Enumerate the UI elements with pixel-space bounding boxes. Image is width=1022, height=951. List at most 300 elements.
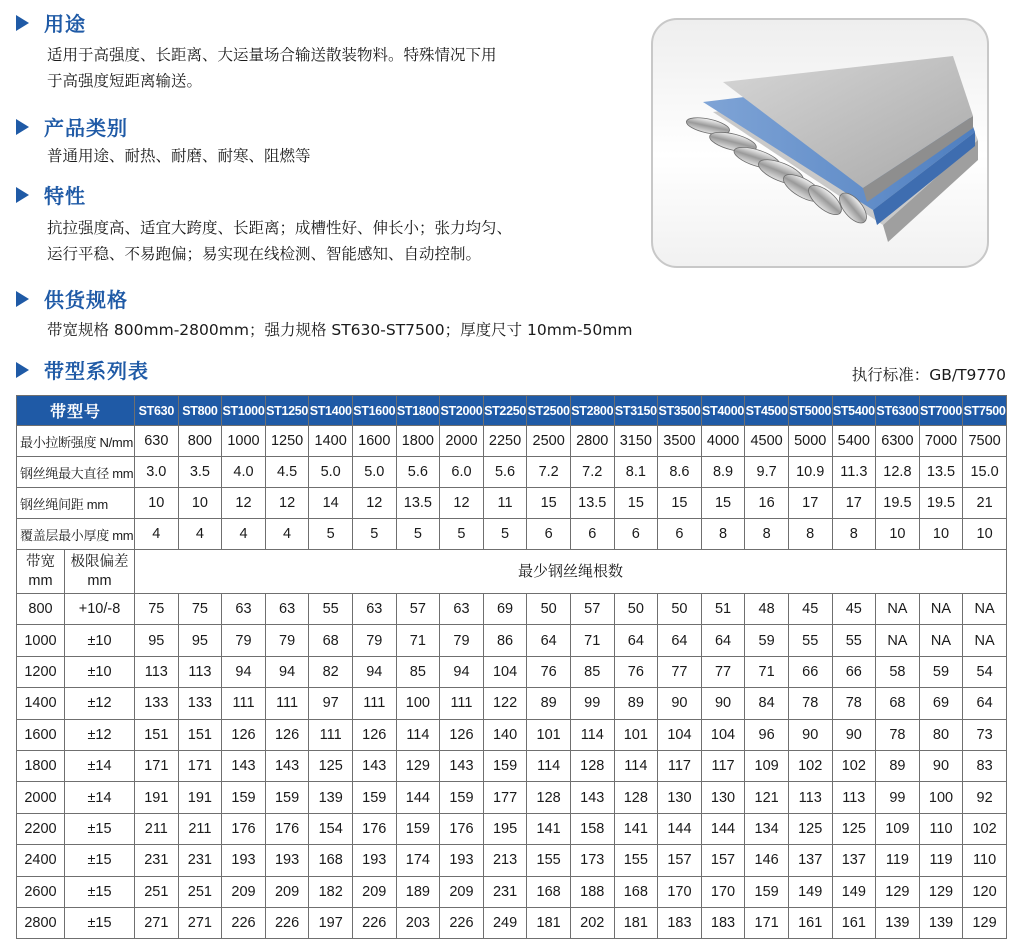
table-cell: 154 xyxy=(309,813,353,844)
section-heading-features xyxy=(16,180,86,209)
table-cell: 55 xyxy=(788,625,832,656)
table-cell: 111 xyxy=(265,688,309,719)
table-cell: 114 xyxy=(570,719,614,750)
table-cell: 170 xyxy=(701,876,745,907)
width-cell: 2600 xyxy=(17,876,65,907)
table-cell: 4 xyxy=(135,519,179,550)
table-cell: 8 xyxy=(832,519,876,550)
table-cell: 79 xyxy=(352,625,396,656)
table-cell: 77 xyxy=(658,656,702,687)
table-cell: 15.0 xyxy=(963,457,1007,488)
table-cell: 251 xyxy=(135,876,179,907)
header-label: 带型号 xyxy=(17,396,135,426)
table-cell: 2500 xyxy=(527,426,571,457)
table-cell: 161 xyxy=(788,907,832,938)
table-cell: 57 xyxy=(396,594,440,625)
table-cell: 2000 xyxy=(440,426,484,457)
width-cell: 2800 xyxy=(17,907,65,938)
width-cell: 1000 xyxy=(17,625,65,656)
table-cell: 5000 xyxy=(788,426,832,457)
table-cell: 125 xyxy=(788,813,832,844)
standard-label: 执行标准：GB/T9770 xyxy=(851,366,1006,384)
column-header-type: ST1400 xyxy=(309,396,353,426)
arrow-icon xyxy=(16,119,29,135)
table-cell: 171 xyxy=(745,907,789,938)
table-cell: 226 xyxy=(440,907,484,938)
row-label: 最小拉断强度 N/mm xyxy=(17,426,135,457)
section-body-category xyxy=(47,143,311,169)
table-cell: 4 xyxy=(222,519,266,550)
column-header-type: ST7500 xyxy=(963,396,1007,426)
table-cell: 90 xyxy=(919,750,963,781)
section-heading-usage xyxy=(16,8,86,37)
tolerance-cell: ±12 xyxy=(65,688,135,719)
table-cell: NA xyxy=(963,625,1007,656)
table-cell: 2250 xyxy=(483,426,527,457)
header-text: mm xyxy=(87,572,112,589)
table-cell: 125 xyxy=(309,750,353,781)
table-cell: 133 xyxy=(178,688,222,719)
table-cell: 8.1 xyxy=(614,457,658,488)
table-cell: 117 xyxy=(658,750,702,781)
table-cell: 159 xyxy=(265,782,309,813)
table-cell: 15 xyxy=(658,488,702,519)
table-cell: 94 xyxy=(222,656,266,687)
table-cell: 84 xyxy=(745,688,789,719)
table-cell: 5.6 xyxy=(483,457,527,488)
table-cell: 94 xyxy=(265,656,309,687)
table-cell: 5.0 xyxy=(352,457,396,488)
table-cell: 77 xyxy=(701,656,745,687)
table-cell: 63 xyxy=(352,594,396,625)
table-cell: 7500 xyxy=(963,426,1007,457)
table-cell: 89 xyxy=(876,750,920,781)
table-cell: 183 xyxy=(658,907,702,938)
table-cell: 6 xyxy=(527,519,571,550)
table-cell: 159 xyxy=(222,782,266,813)
table-cell: 193 xyxy=(352,845,396,876)
table-cell: 1400 xyxy=(309,426,353,457)
table-cell: 85 xyxy=(570,656,614,687)
text-line: 普通用途、耐热、耐磨、耐寒、阻燃等 xyxy=(47,147,311,165)
table-row xyxy=(17,845,1007,876)
table-cell: 800 xyxy=(178,426,222,457)
table-cell: 129 xyxy=(396,750,440,781)
table-cell: 5 xyxy=(440,519,484,550)
table-cell: 5.0 xyxy=(309,457,353,488)
table-cell: 4500 xyxy=(745,426,789,457)
table-cell: 119 xyxy=(919,845,963,876)
table-cell: 125 xyxy=(832,813,876,844)
table-cell: 5.6 xyxy=(396,457,440,488)
table-cell: 104 xyxy=(483,656,527,687)
table-cell: 130 xyxy=(658,782,702,813)
table-cell: 79 xyxy=(265,625,309,656)
table-cell: 8.6 xyxy=(658,457,702,488)
table-cell: 50 xyxy=(527,594,571,625)
table-cell: 231 xyxy=(135,845,179,876)
table-cell: 151 xyxy=(135,719,179,750)
table-row xyxy=(17,688,1007,719)
table-cell: 130 xyxy=(701,782,745,813)
table-cell: 113 xyxy=(788,782,832,813)
width-cell: 800 xyxy=(17,594,65,625)
table-cell: 3500 xyxy=(658,426,702,457)
table-cell: 9.7 xyxy=(745,457,789,488)
table-cell: 79 xyxy=(222,625,266,656)
table-cell: 92 xyxy=(963,782,1007,813)
text-line: 运行平稳、不易跑偏；易实现在线检测、智能感知、自动控制。 xyxy=(47,245,482,263)
table-cell: 113 xyxy=(832,782,876,813)
table-cell: 144 xyxy=(396,782,440,813)
section-body-features xyxy=(47,215,512,267)
table-cell: 55 xyxy=(309,594,353,625)
table-cell: 110 xyxy=(963,845,1007,876)
width-cell: 2000 xyxy=(17,782,65,813)
header-text: mm xyxy=(28,572,53,589)
table-cell: 64 xyxy=(527,625,571,656)
column-header-type: ST2000 xyxy=(440,396,484,426)
table-cell: 176 xyxy=(265,813,309,844)
tolerance-cell: ±10 xyxy=(65,656,135,687)
table-cell: 251 xyxy=(178,876,222,907)
table-cell: 78 xyxy=(788,688,832,719)
table-cell: 149 xyxy=(788,876,832,907)
table-cell: 99 xyxy=(570,688,614,719)
table-cell: 85 xyxy=(396,656,440,687)
table-cell: 6 xyxy=(570,519,614,550)
table-cell: 5 xyxy=(396,519,440,550)
table-cell: 90 xyxy=(788,719,832,750)
table-cell: 157 xyxy=(701,845,745,876)
table-cell: 202 xyxy=(570,907,614,938)
table-cell: 71 xyxy=(570,625,614,656)
table-cell: 73 xyxy=(963,719,1007,750)
table-cell: 183 xyxy=(701,907,745,938)
column-header-type: ST4500 xyxy=(745,396,789,426)
table-cell: 12.8 xyxy=(876,457,920,488)
table-cell: 6 xyxy=(614,519,658,550)
table-cell: 12 xyxy=(440,488,484,519)
arrow-icon xyxy=(16,362,29,378)
row-label: 覆盖层最小厚度 mm xyxy=(17,519,135,550)
table-cell: 126 xyxy=(440,719,484,750)
column-header-type: ST1600 xyxy=(352,396,396,426)
table-cell: 189 xyxy=(396,876,440,907)
min-cord-count-header: 最少钢丝绳根数 xyxy=(135,550,1007,594)
table-cell: 102 xyxy=(788,750,832,781)
table-cell: 66 xyxy=(788,656,832,687)
table-cell: 149 xyxy=(832,876,876,907)
table-cell: 4 xyxy=(178,519,222,550)
table-cell: 58 xyxy=(876,656,920,687)
table-row xyxy=(17,656,1007,687)
table-cell: 104 xyxy=(658,719,702,750)
table-cell: 10.9 xyxy=(788,457,832,488)
section-heading-category xyxy=(16,112,128,141)
table-cell: 71 xyxy=(745,656,789,687)
table-cell: 90 xyxy=(658,688,702,719)
table-cell: 181 xyxy=(527,907,571,938)
header-text: 极限偏差 xyxy=(70,553,129,570)
belt-series-table xyxy=(16,395,1007,939)
width-cell: 2400 xyxy=(17,845,65,876)
table-cell: 139 xyxy=(876,907,920,938)
table-cell: 90 xyxy=(832,719,876,750)
conveyor-belt-illustration xyxy=(651,18,989,268)
table-cell: 4 xyxy=(265,519,309,550)
table-cell: 249 xyxy=(483,907,527,938)
table-cell: 76 xyxy=(527,656,571,687)
table-cell: 10 xyxy=(963,519,1007,550)
table-cell: 7000 xyxy=(919,426,963,457)
table-cell: 69 xyxy=(919,688,963,719)
table-cell: 143 xyxy=(440,750,484,781)
table-cell: 14 xyxy=(309,488,353,519)
table-cell: 182 xyxy=(309,876,353,907)
table-cell: 159 xyxy=(483,750,527,781)
column-header-type: ST800 xyxy=(178,396,222,426)
table-cell: 55 xyxy=(832,625,876,656)
table-cell: 59 xyxy=(745,625,789,656)
width-header xyxy=(17,550,65,594)
table-cell: 75 xyxy=(178,594,222,625)
table-cell: 111 xyxy=(352,688,396,719)
table-cell: 102 xyxy=(963,813,1007,844)
table-cell: 114 xyxy=(396,719,440,750)
table-cell: 54 xyxy=(963,656,1007,687)
table-cell: 151 xyxy=(178,719,222,750)
table-cell: 146 xyxy=(745,845,789,876)
text-line: 带宽规格 800mm-2800mm；强力规格 ST630-ST7500；厚度尺寸 10mm-50mm xyxy=(47,321,633,339)
table-cell: 209 xyxy=(440,876,484,907)
table-cell: 171 xyxy=(178,750,222,781)
table-cell: 157 xyxy=(658,845,702,876)
table-cell: 191 xyxy=(178,782,222,813)
tolerance-cell: ±15 xyxy=(65,907,135,938)
table-cell: 161 xyxy=(832,907,876,938)
table-cell: 159 xyxy=(396,813,440,844)
table-cell: 71 xyxy=(396,625,440,656)
table-cell: 141 xyxy=(614,813,658,844)
section-heading-supply xyxy=(16,284,128,313)
table-cell: 64 xyxy=(658,625,702,656)
table-cell: 109 xyxy=(876,813,920,844)
table-cell: 129 xyxy=(919,876,963,907)
width-cell: 1400 xyxy=(17,688,65,719)
tolerance-cell: ±15 xyxy=(65,813,135,844)
table-cell: 139 xyxy=(919,907,963,938)
table-cell: 113 xyxy=(135,656,179,687)
table-cell: 126 xyxy=(222,719,266,750)
table-cell: 10 xyxy=(135,488,179,519)
table-cell: 137 xyxy=(832,845,876,876)
table-cell: 193 xyxy=(440,845,484,876)
table-cell: 195 xyxy=(483,813,527,844)
table-cell: 64 xyxy=(701,625,745,656)
table-cell: 181 xyxy=(614,907,658,938)
table-cell: 4000 xyxy=(701,426,745,457)
table-cell: NA xyxy=(919,625,963,656)
table-cell: 59 xyxy=(919,656,963,687)
column-header-type: ST630 xyxy=(135,396,179,426)
table-cell: 19.5 xyxy=(876,488,920,519)
column-header-type: ST1000 xyxy=(222,396,266,426)
table-cell: 82 xyxy=(309,656,353,687)
tolerance-cell: ±14 xyxy=(65,782,135,813)
table-cell: 5 xyxy=(309,519,353,550)
table-cell: 45 xyxy=(832,594,876,625)
belt-cross-section-image xyxy=(653,20,987,266)
table-cell: 231 xyxy=(483,876,527,907)
table-cell: 231 xyxy=(178,845,222,876)
table-cell: 117 xyxy=(701,750,745,781)
table-cell: 144 xyxy=(701,813,745,844)
table-cell: 19.5 xyxy=(919,488,963,519)
table-cell: 128 xyxy=(614,782,658,813)
table-cell: 86 xyxy=(483,625,527,656)
row-label: 钢丝绳间距 mm xyxy=(17,488,135,519)
table-row xyxy=(17,457,1007,488)
table-cell: 226 xyxy=(352,907,396,938)
table-cell: 57 xyxy=(570,594,614,625)
table-cell: 17 xyxy=(832,488,876,519)
table-cell: 226 xyxy=(265,907,309,938)
table-cell: 15 xyxy=(701,488,745,519)
table-cell: 90 xyxy=(701,688,745,719)
table-cell: 114 xyxy=(527,750,571,781)
tolerance-header xyxy=(65,550,135,594)
column-header-type: ST7000 xyxy=(919,396,963,426)
column-header-type: ST2500 xyxy=(527,396,571,426)
width-cell: 1200 xyxy=(17,656,65,687)
table-cell: 114 xyxy=(614,750,658,781)
sub-header-row xyxy=(17,550,1007,594)
table-row xyxy=(17,907,1007,938)
table-cell: 113 xyxy=(178,656,222,687)
table-cell: 5400 xyxy=(832,426,876,457)
table-cell: 111 xyxy=(309,719,353,750)
table-cell: 21 xyxy=(963,488,1007,519)
table-cell: 630 xyxy=(135,426,179,457)
section-title: 用途 xyxy=(44,12,86,36)
table-cell: 6.0 xyxy=(440,457,484,488)
table-cell: 170 xyxy=(658,876,702,907)
table-cell: 209 xyxy=(265,876,309,907)
table-cell: 10 xyxy=(919,519,963,550)
table-cell: 16 xyxy=(745,488,789,519)
width-cell: 2200 xyxy=(17,813,65,844)
table-cell: 2800 xyxy=(570,426,614,457)
table-cell: 13.5 xyxy=(570,488,614,519)
table-cell: 17 xyxy=(788,488,832,519)
table-cell: 144 xyxy=(658,813,702,844)
text-line: 抗拉强度高、适宜大跨度、长距离；成槽性好、伸长小；张力均匀、 xyxy=(47,219,513,237)
table-cell: NA xyxy=(876,625,920,656)
table-cell: 76 xyxy=(614,656,658,687)
table-cell: 45 xyxy=(788,594,832,625)
tolerance-cell: +10/-8 xyxy=(65,594,135,625)
table-cell: 15 xyxy=(527,488,571,519)
table-cell: 101 xyxy=(614,719,658,750)
table-row xyxy=(17,719,1007,750)
section-title: 带型系列表 xyxy=(44,359,149,383)
table-cell: 193 xyxy=(222,845,266,876)
table-cell: 80 xyxy=(919,719,963,750)
table-cell: 197 xyxy=(309,907,353,938)
table-cell: 176 xyxy=(440,813,484,844)
table-cell: 119 xyxy=(876,845,920,876)
tolerance-cell: ±14 xyxy=(65,750,135,781)
table-header-row xyxy=(17,396,1007,426)
table-cell: 168 xyxy=(527,876,571,907)
table-cell: 159 xyxy=(745,876,789,907)
table-cell: 13.5 xyxy=(919,457,963,488)
table-cell: NA xyxy=(963,594,1007,625)
table-cell: 174 xyxy=(396,845,440,876)
width-cell: 1800 xyxy=(17,750,65,781)
table-cell: 1600 xyxy=(352,426,396,457)
table-cell: 94 xyxy=(440,656,484,687)
table-cell: 89 xyxy=(614,688,658,719)
table-cell: 126 xyxy=(352,719,396,750)
table-cell: 63 xyxy=(222,594,266,625)
section-title: 供货规格 xyxy=(44,288,128,312)
table-cell: 89 xyxy=(527,688,571,719)
table-cell: 5 xyxy=(352,519,396,550)
table-cell: 122 xyxy=(483,688,527,719)
table-cell: 143 xyxy=(265,750,309,781)
table-cell: 110 xyxy=(919,813,963,844)
table-cell: 97 xyxy=(309,688,353,719)
column-header-type: ST2800 xyxy=(570,396,614,426)
table-cell: 8 xyxy=(788,519,832,550)
column-header-type: ST3150 xyxy=(614,396,658,426)
column-header-type: ST2250 xyxy=(483,396,527,426)
table-cell: 64 xyxy=(614,625,658,656)
header-text: 带宽 xyxy=(26,553,55,570)
table-cell: 102 xyxy=(832,750,876,781)
table-cell: 155 xyxy=(527,845,571,876)
table-cell: 158 xyxy=(570,813,614,844)
table-cell: 64 xyxy=(963,688,1007,719)
table-cell: 7.2 xyxy=(527,457,571,488)
table-row xyxy=(17,519,1007,550)
table-cell: 8 xyxy=(701,519,745,550)
column-header-type: ST6300 xyxy=(876,396,920,426)
table-cell: 50 xyxy=(658,594,702,625)
table-cell: 111 xyxy=(440,688,484,719)
row-label: 钢丝绳最大直径 mm xyxy=(17,457,135,488)
table-cell: 143 xyxy=(222,750,266,781)
table-cell: 94 xyxy=(352,656,396,687)
table-cell: 63 xyxy=(440,594,484,625)
section-title: 产品类别 xyxy=(44,116,128,140)
arrow-icon xyxy=(16,291,29,307)
table-cell: 8 xyxy=(745,519,789,550)
table-cell: 1800 xyxy=(396,426,440,457)
column-header-type: ST1250 xyxy=(265,396,309,426)
table-cell: 66 xyxy=(832,656,876,687)
table-cell: 79 xyxy=(440,625,484,656)
section-body-usage xyxy=(47,42,497,94)
table-cell: 141 xyxy=(527,813,571,844)
table-cell: 63 xyxy=(265,594,309,625)
table-cell: 3150 xyxy=(614,426,658,457)
arrow-icon xyxy=(16,187,29,203)
tolerance-cell: ±15 xyxy=(65,845,135,876)
table-cell: 168 xyxy=(309,845,353,876)
